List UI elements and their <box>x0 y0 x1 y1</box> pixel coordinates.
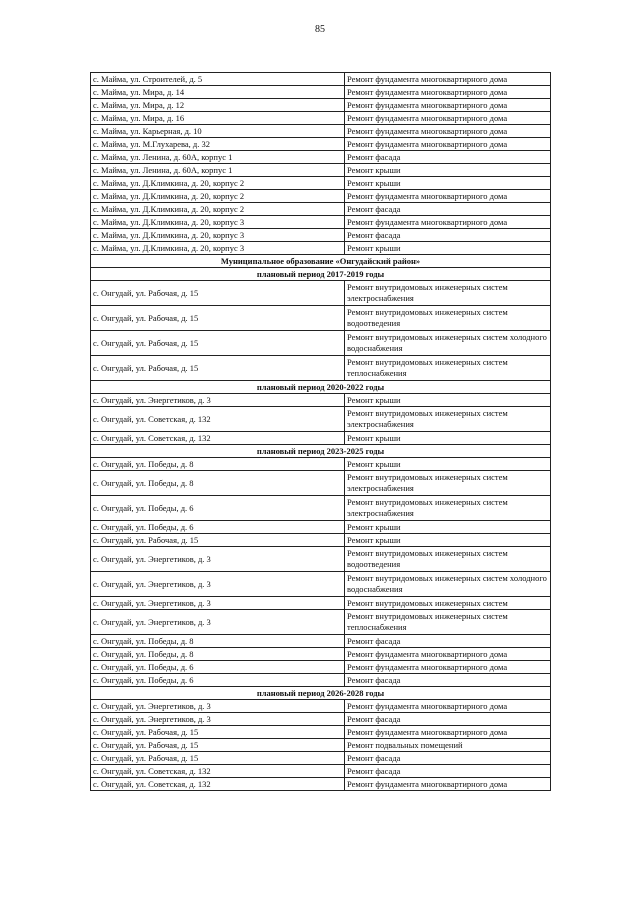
table-row <box>91 534 551 547</box>
section-header: плановый период 2020-2022 годы <box>91 381 551 394</box>
table-row <box>91 99 551 112</box>
work-type-cell: Ремонт фундамента многоквартирного дома <box>345 112 551 125</box>
address-cell: с. Онгудай, ул. Победы, д. 6 <box>91 521 345 534</box>
address-cell: с. Майма, ул. Строителей, д. 5 <box>91 73 345 86</box>
section-header: Муниципальное образование «Онгудайский район» <box>91 255 551 268</box>
address-cell: с. Онгудай, ул. Рабочая, д. 15 <box>91 306 345 331</box>
work-type-cell: Ремонт внутридомовых инженерных систем электроснабжения <box>345 407 551 432</box>
address-cell: с. Онгудай, ул. Рабочая, д. 15 <box>91 331 345 356</box>
table-row <box>91 190 551 203</box>
address-cell: с. Майма, ул. Карьерная, д. 10 <box>91 125 345 138</box>
work-type-cell: Ремонт внутридомовых инженерных систем электроснабжения <box>345 281 551 306</box>
address-cell: с. Онгудай, ул. Победы, д. 8 <box>91 458 345 471</box>
work-type-cell: Ремонт внутридомовых инженерных систем водоотведения <box>345 306 551 331</box>
work-type-cell: Ремонт фундамента многоквартирного дома <box>345 216 551 229</box>
table-row <box>91 151 551 164</box>
address-cell: с. Майма, ул. Д.Климкина, д. 20, корпус 3 <box>91 216 345 229</box>
work-type-cell: Ремонт фундамента многоквартирного дома <box>345 86 551 99</box>
work-type-cell: Ремонт внутридомовых инженерных систем теплоснабжения <box>345 610 551 635</box>
address-cell: с. Майма, ул. Д.Климкина, д. 20, корпус 3 <box>91 242 345 255</box>
address-cell: с. Онгудай, ул. Энергетиков, д. 3 <box>91 713 345 726</box>
table-row <box>91 73 551 86</box>
table-row <box>91 125 551 138</box>
section-header-row <box>91 255 551 268</box>
table-row <box>91 700 551 713</box>
work-type-cell: Ремонт фасада <box>345 203 551 216</box>
address-cell: с. Онгудай, ул. Победы, д. 8 <box>91 648 345 661</box>
section-header-row <box>91 445 551 458</box>
address-cell: с. Онгудай, ул. Энергетиков, д. 3 <box>91 394 345 407</box>
table-row <box>91 177 551 190</box>
table-row <box>91 331 551 356</box>
address-cell: с. Майма, ул. Д.Климкина, д. 20, корпус 2 <box>91 190 345 203</box>
address-cell: с. Онгудай, ул. Советская, д. 132 <box>91 765 345 778</box>
address-cell: с. Онгудай, ул. Энергетиков, д. 3 <box>91 572 345 597</box>
section-header: плановый период 2023-2025 годы <box>91 445 551 458</box>
address-cell: с. Майма, ул. М.Глухарева, д. 32 <box>91 138 345 151</box>
table-row <box>91 597 551 610</box>
table-row <box>91 726 551 739</box>
table-row <box>91 713 551 726</box>
work-type-cell: Ремонт внутридомовых инженерных систем <box>345 597 551 610</box>
work-type-cell: Ремонт фундамента многоквартирного дома <box>345 138 551 151</box>
work-type-cell: Ремонт фасада <box>345 713 551 726</box>
work-type-cell: Ремонт крыши <box>345 242 551 255</box>
table-row <box>91 739 551 752</box>
address-cell: с. Онгудай, ул. Рабочая, д. 15 <box>91 534 345 547</box>
table-row <box>91 407 551 432</box>
work-type-cell: Ремонт фундамента многоквартирного дома <box>345 778 551 791</box>
table-row <box>91 610 551 635</box>
address-cell: с. Онгудай, ул. Рабочая, д. 15 <box>91 281 345 306</box>
section-header: плановый период 2017-2019 годы <box>91 268 551 281</box>
address-cell: с. Майма, ул. Мира, д. 12 <box>91 99 345 112</box>
address-cell: с. Онгудай, ул. Победы, д. 6 <box>91 661 345 674</box>
table-row <box>91 752 551 765</box>
table-row <box>91 242 551 255</box>
table-row <box>91 765 551 778</box>
section-header: плановый период 2026-2028 годы <box>91 687 551 700</box>
address-cell: с. Майма, ул. Мира, д. 16 <box>91 112 345 125</box>
work-type-cell: Ремонт крыши <box>345 534 551 547</box>
repair-schedule-table <box>90 72 551 791</box>
address-cell: с. Майма, ул. Д.Климкина, д. 20, корпус 2 <box>91 177 345 190</box>
table-row <box>91 394 551 407</box>
work-type-cell: Ремонт фасада <box>345 229 551 242</box>
section-header-row <box>91 381 551 394</box>
table-row <box>91 661 551 674</box>
address-cell: с. Онгудай, ул. Советская, д. 132 <box>91 432 345 445</box>
table-row <box>91 306 551 331</box>
address-cell: с. Онгудай, ул. Победы, д. 8 <box>91 635 345 648</box>
work-type-cell: Ремонт фундамента многоквартирного дома <box>345 73 551 86</box>
work-type-cell: Ремонт фундамента многоквартирного дома <box>345 700 551 713</box>
address-cell: с. Майма, ул. Ленина, д. 60А, корпус 1 <box>91 164 345 177</box>
work-type-cell: Ремонт внутридомовых инженерных систем холодного водоснабжения <box>345 331 551 356</box>
work-type-cell: Ремонт фундамента многоквартирного дома <box>345 190 551 203</box>
table-row <box>91 432 551 445</box>
table-row <box>91 229 551 242</box>
address-cell: с. Майма, ул. Мира, д. 14 <box>91 86 345 99</box>
section-header-row <box>91 268 551 281</box>
address-cell: с. Майма, ул. Ленина, д. 60А, корпус 1 <box>91 151 345 164</box>
table-row <box>91 521 551 534</box>
table-row <box>91 216 551 229</box>
address-cell: с. Онгудай, ул. Советская, д. 132 <box>91 407 345 432</box>
table-row <box>91 112 551 125</box>
address-cell: с. Онгудай, ул. Энергетиков, д. 3 <box>91 597 345 610</box>
table-row <box>91 572 551 597</box>
table-row <box>91 203 551 216</box>
work-type-cell: Ремонт крыши <box>345 164 551 177</box>
table-row <box>91 138 551 151</box>
work-type-cell: Ремонт фасада <box>345 635 551 648</box>
address-cell: с. Онгудай, ул. Победы, д. 6 <box>91 674 345 687</box>
table-row <box>91 164 551 177</box>
work-type-cell: Ремонт подвальных помещений <box>345 739 551 752</box>
work-type-cell: Ремонт внутридомовых инженерных систем холодного водоснабжения <box>345 572 551 597</box>
section-header-row <box>91 687 551 700</box>
page-number: 85 <box>315 24 325 35</box>
work-type-cell: Ремонт фундамента многоквартирного дома <box>345 648 551 661</box>
address-cell: с. Онгудай, ул. Энергетиков, д. 3 <box>91 610 345 635</box>
table-row <box>91 458 551 471</box>
table-row <box>91 778 551 791</box>
address-cell: с. Онгудай, ул. Энергетиков, д. 3 <box>91 547 345 572</box>
table-row <box>91 356 551 381</box>
table-row <box>91 674 551 687</box>
address-cell: с. Майма, ул. Д.Климкина, д. 20, корпус 3 <box>91 229 345 242</box>
work-type-cell: Ремонт фасада <box>345 765 551 778</box>
address-cell: с. Онгудай, ул. Рабочая, д. 15 <box>91 356 345 381</box>
table-row <box>91 547 551 572</box>
address-cell: с. Майма, ул. Д.Климкина, д. 20, корпус 2 <box>91 203 345 216</box>
work-type-cell: Ремонт фасада <box>345 674 551 687</box>
work-type-cell: Ремонт фундамента многоквартирного дома <box>345 726 551 739</box>
work-type-cell: Ремонт крыши <box>345 394 551 407</box>
work-type-cell: Ремонт внутридомовых инженерных систем водоотведения <box>345 547 551 572</box>
address-cell: с. Онгудай, ул. Советская, д. 132 <box>91 778 345 791</box>
work-type-cell: Ремонт крыши <box>345 521 551 534</box>
work-type-cell: Ремонт фундамента многоквартирного дома <box>345 125 551 138</box>
work-type-cell: Ремонт фундамента многоквартирного дома <box>345 99 551 112</box>
address-cell: с. Онгудай, ул. Рабочая, д. 15 <box>91 739 345 752</box>
work-type-cell: Ремонт фасада <box>345 151 551 164</box>
work-type-cell: Ремонт крыши <box>345 177 551 190</box>
address-cell: с. Онгудай, ул. Энергетиков, д. 3 <box>91 700 345 713</box>
work-type-cell: Ремонт крыши <box>345 432 551 445</box>
table-row <box>91 471 551 496</box>
table-body <box>91 73 551 791</box>
address-cell: с. Онгудай, ул. Победы, д. 8 <box>91 471 345 496</box>
address-cell: с. Онгудай, ул. Рабочая, д. 15 <box>91 752 345 765</box>
work-type-cell: Ремонт внутридомовых инженерных систем электроснабжения <box>345 471 551 496</box>
work-type-cell: Ремонт фундамента многоквартирного дома <box>345 661 551 674</box>
address-cell: с. Онгудай, ул. Победы, д. 6 <box>91 496 345 521</box>
table-row <box>91 496 551 521</box>
table-row <box>91 86 551 99</box>
table-row <box>91 281 551 306</box>
table-row <box>91 648 551 661</box>
address-cell: с. Онгудай, ул. Рабочая, д. 15 <box>91 726 345 739</box>
table-row <box>91 635 551 648</box>
work-type-cell: Ремонт крыши <box>345 458 551 471</box>
work-type-cell: Ремонт фасада <box>345 752 551 765</box>
work-type-cell: Ремонт внутридомовых инженерных систем электроснабжения <box>345 496 551 521</box>
work-type-cell: Ремонт внутридомовых инженерных систем теплоснабжения <box>345 356 551 381</box>
